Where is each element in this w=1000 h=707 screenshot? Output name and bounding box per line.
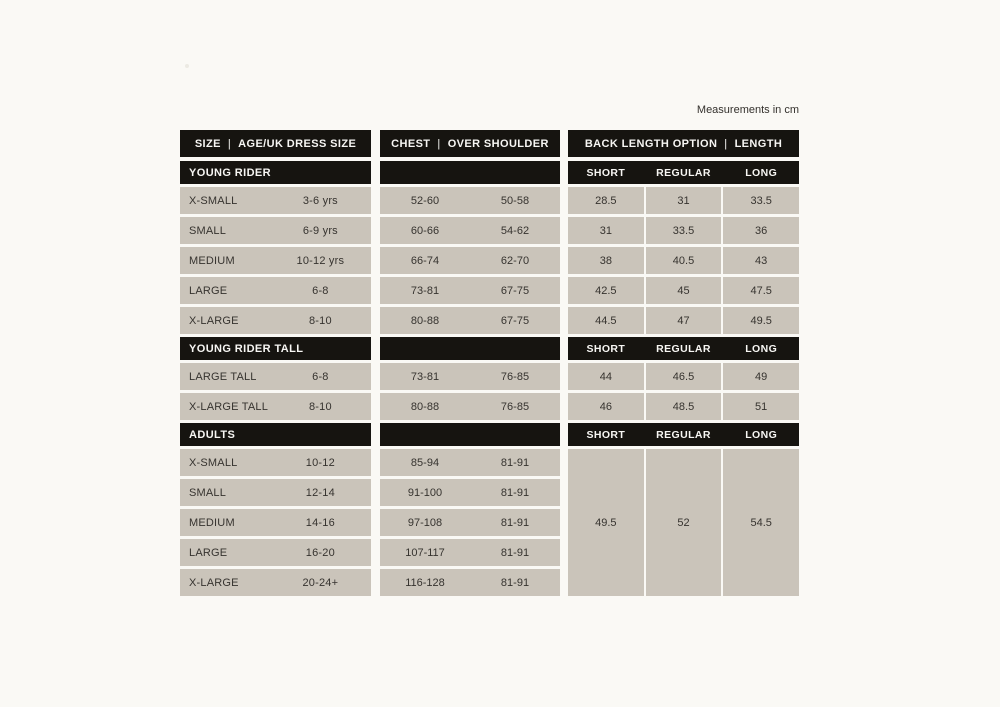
size-cell: LARGE bbox=[189, 546, 228, 559]
shoulder-cell: 76-85 bbox=[500, 370, 530, 383]
chest-cell: 107-117 bbox=[405, 546, 445, 559]
chest-cell: 66-74 bbox=[410, 254, 440, 267]
header-separator: | bbox=[437, 137, 441, 150]
table-row bbox=[180, 539, 560, 566]
section-title-young-rider: YOUNG RIDER bbox=[180, 161, 371, 184]
sub-header-regular: REGULAR bbox=[656, 342, 711, 355]
shoulder-cell: 54-62 bbox=[500, 224, 530, 237]
size-cell: LARGE TALL bbox=[189, 370, 257, 383]
age-cell: 8-10 bbox=[308, 400, 332, 413]
table-row bbox=[180, 393, 799, 420]
sub-header-long: LONG bbox=[745, 342, 778, 355]
shoulder-cell: 81-91 bbox=[500, 486, 530, 499]
back-long-cell: 47.5 bbox=[723, 277, 799, 304]
back-long-cell: 33.5 bbox=[723, 187, 799, 214]
back-length-header-label: BACK LENGTH OPTION bbox=[584, 137, 718, 150]
measurements-note: Measurements in cm bbox=[696, 104, 799, 116]
shoulder-cell: 67-75 bbox=[500, 284, 530, 297]
chest-cell: 80-88 bbox=[410, 314, 440, 327]
back-short-cell: 28.5 bbox=[568, 187, 644, 214]
back-sub-headers bbox=[568, 337, 799, 360]
adults-back-length-merged bbox=[568, 449, 799, 596]
size-cell: X-LARGE bbox=[189, 314, 239, 327]
column-gap bbox=[371, 130, 380, 157]
chest-cell: 80-88 bbox=[410, 400, 440, 413]
sub-header-short: SHORT bbox=[586, 342, 626, 355]
section-adults bbox=[180, 423, 799, 599]
back-regular-cell: 31 bbox=[646, 187, 722, 214]
back-long-cell: 49.5 bbox=[723, 307, 799, 334]
shoulder-cell: 50-58 bbox=[500, 194, 530, 207]
chest-cell: 73-81 bbox=[410, 284, 440, 297]
shoulder-cell: 81-91 bbox=[500, 456, 530, 469]
back-long-merged-cell: 54.5 bbox=[723, 449, 799, 596]
paper-speck bbox=[185, 64, 189, 68]
age-header-label: AGE/UK DRESS SIZE bbox=[238, 137, 357, 150]
chest-cell: 91-100 bbox=[407, 486, 443, 499]
adults-section-body bbox=[180, 449, 799, 599]
age-cell: 8-10 bbox=[308, 314, 332, 327]
back-length-option-header bbox=[568, 130, 799, 157]
header-separator: | bbox=[724, 137, 728, 150]
shoulder-header-label: OVER SHOULDER bbox=[447, 137, 549, 150]
table-row bbox=[180, 479, 560, 506]
chest-cell: 60-66 bbox=[410, 224, 440, 237]
table-row bbox=[180, 187, 799, 214]
size-cell: MEDIUM bbox=[189, 516, 235, 529]
section-title-young-rider-tall: YOUNG RIDER TALL bbox=[180, 337, 371, 360]
back-short-cell: 42.5 bbox=[568, 277, 644, 304]
chest-cell: 85-94 bbox=[410, 456, 440, 469]
section-header-row bbox=[180, 161, 799, 184]
back-long-cell: 51 bbox=[723, 393, 799, 420]
back-regular-cell: 40.5 bbox=[646, 247, 722, 274]
size-cell: X-SMALL bbox=[189, 456, 238, 469]
back-regular-cell: 46.5 bbox=[646, 363, 722, 390]
age-cell: 6-9 yrs bbox=[302, 224, 338, 237]
shoulder-cell: 81-91 bbox=[500, 516, 530, 529]
chest-cell: 73-81 bbox=[410, 370, 440, 383]
size-cell: SMALL bbox=[189, 486, 227, 499]
sub-header-regular: REGULAR bbox=[656, 428, 711, 441]
shoulder-cell: 81-91 bbox=[500, 546, 530, 559]
age-cell: 14-16 bbox=[305, 516, 335, 529]
back-regular-cell: 45 bbox=[646, 277, 722, 304]
shoulder-cell: 81-91 bbox=[500, 576, 530, 589]
age-cell: 10-12 bbox=[305, 456, 335, 469]
sub-header-short: SHORT bbox=[586, 166, 626, 179]
back-long-cell: 49 bbox=[723, 363, 799, 390]
section-header-spacer bbox=[380, 161, 560, 184]
section-young-rider-tall bbox=[180, 337, 799, 420]
back-regular-merged-cell: 52 bbox=[646, 449, 722, 596]
table-row bbox=[180, 509, 560, 536]
size-cell: LARGE bbox=[189, 284, 228, 297]
age-cell: 12-14 bbox=[305, 486, 335, 499]
table-row bbox=[180, 277, 799, 304]
length-header-label: LENGTH bbox=[734, 137, 783, 150]
column-header-row bbox=[180, 130, 799, 157]
shoulder-cell: 62-70 bbox=[500, 254, 530, 267]
section-young-rider bbox=[180, 161, 799, 334]
section-header-row bbox=[180, 337, 799, 360]
back-short-cell: 44.5 bbox=[568, 307, 644, 334]
sub-header-long: LONG bbox=[745, 166, 778, 179]
back-sub-headers bbox=[568, 161, 799, 184]
chest-cell: 52-60 bbox=[410, 194, 440, 207]
back-short-cell: 38 bbox=[568, 247, 644, 274]
table-row bbox=[180, 307, 799, 334]
size-age-header bbox=[180, 130, 371, 157]
age-cell: 20-24+ bbox=[302, 576, 339, 589]
section-header-spacer bbox=[380, 337, 560, 360]
size-header-label: SIZE bbox=[194, 137, 221, 150]
chest-header-label: CHEST bbox=[391, 137, 431, 150]
table-row bbox=[180, 247, 799, 274]
table-row bbox=[180, 449, 560, 476]
section-header-row bbox=[180, 423, 799, 446]
back-short-merged-cell: 49.5 bbox=[568, 449, 644, 596]
section-title-adults: ADULTS bbox=[180, 423, 371, 446]
back-long-cell: 43 bbox=[723, 247, 799, 274]
size-chart-table bbox=[180, 130, 799, 599]
chest-cell: 116-128 bbox=[405, 576, 445, 589]
adults-size-chest-rows bbox=[180, 449, 560, 599]
age-cell: 6-8 bbox=[312, 284, 329, 297]
back-regular-cell: 48.5 bbox=[646, 393, 722, 420]
table-row bbox=[180, 217, 799, 244]
sub-header-regular: REGULAR bbox=[656, 166, 711, 179]
age-cell: 10-12 yrs bbox=[296, 254, 345, 267]
size-cell: MEDIUM bbox=[189, 254, 235, 267]
shoulder-cell: 76-85 bbox=[500, 400, 530, 413]
size-cell: SMALL bbox=[189, 224, 227, 237]
back-short-cell: 31 bbox=[568, 217, 644, 244]
age-cell: 3-6 yrs bbox=[302, 194, 338, 207]
age-cell: 16-20 bbox=[305, 546, 335, 559]
column-gap bbox=[560, 130, 568, 157]
shoulder-cell: 67-75 bbox=[500, 314, 530, 327]
header-separator: | bbox=[227, 137, 232, 150]
size-cell: X-LARGE TALL bbox=[189, 400, 269, 413]
section-header-spacer bbox=[380, 423, 560, 446]
size-cell: X-LARGE bbox=[189, 576, 239, 589]
back-regular-cell: 33.5 bbox=[646, 217, 722, 244]
back-sub-headers bbox=[568, 423, 799, 446]
table-row bbox=[180, 569, 560, 596]
chest-cell: 97-108 bbox=[407, 516, 443, 529]
sub-header-long: LONG bbox=[745, 428, 778, 441]
back-short-cell: 46 bbox=[568, 393, 644, 420]
table-row bbox=[180, 363, 799, 390]
chest-shoulder-header bbox=[380, 130, 560, 157]
size-cell: X-SMALL bbox=[189, 194, 238, 207]
back-short-cell: 44 bbox=[568, 363, 644, 390]
sub-header-short: SHORT bbox=[586, 428, 626, 441]
back-regular-cell: 47 bbox=[646, 307, 722, 334]
age-cell: 6-8 bbox=[312, 370, 329, 383]
back-long-cell: 36 bbox=[723, 217, 799, 244]
